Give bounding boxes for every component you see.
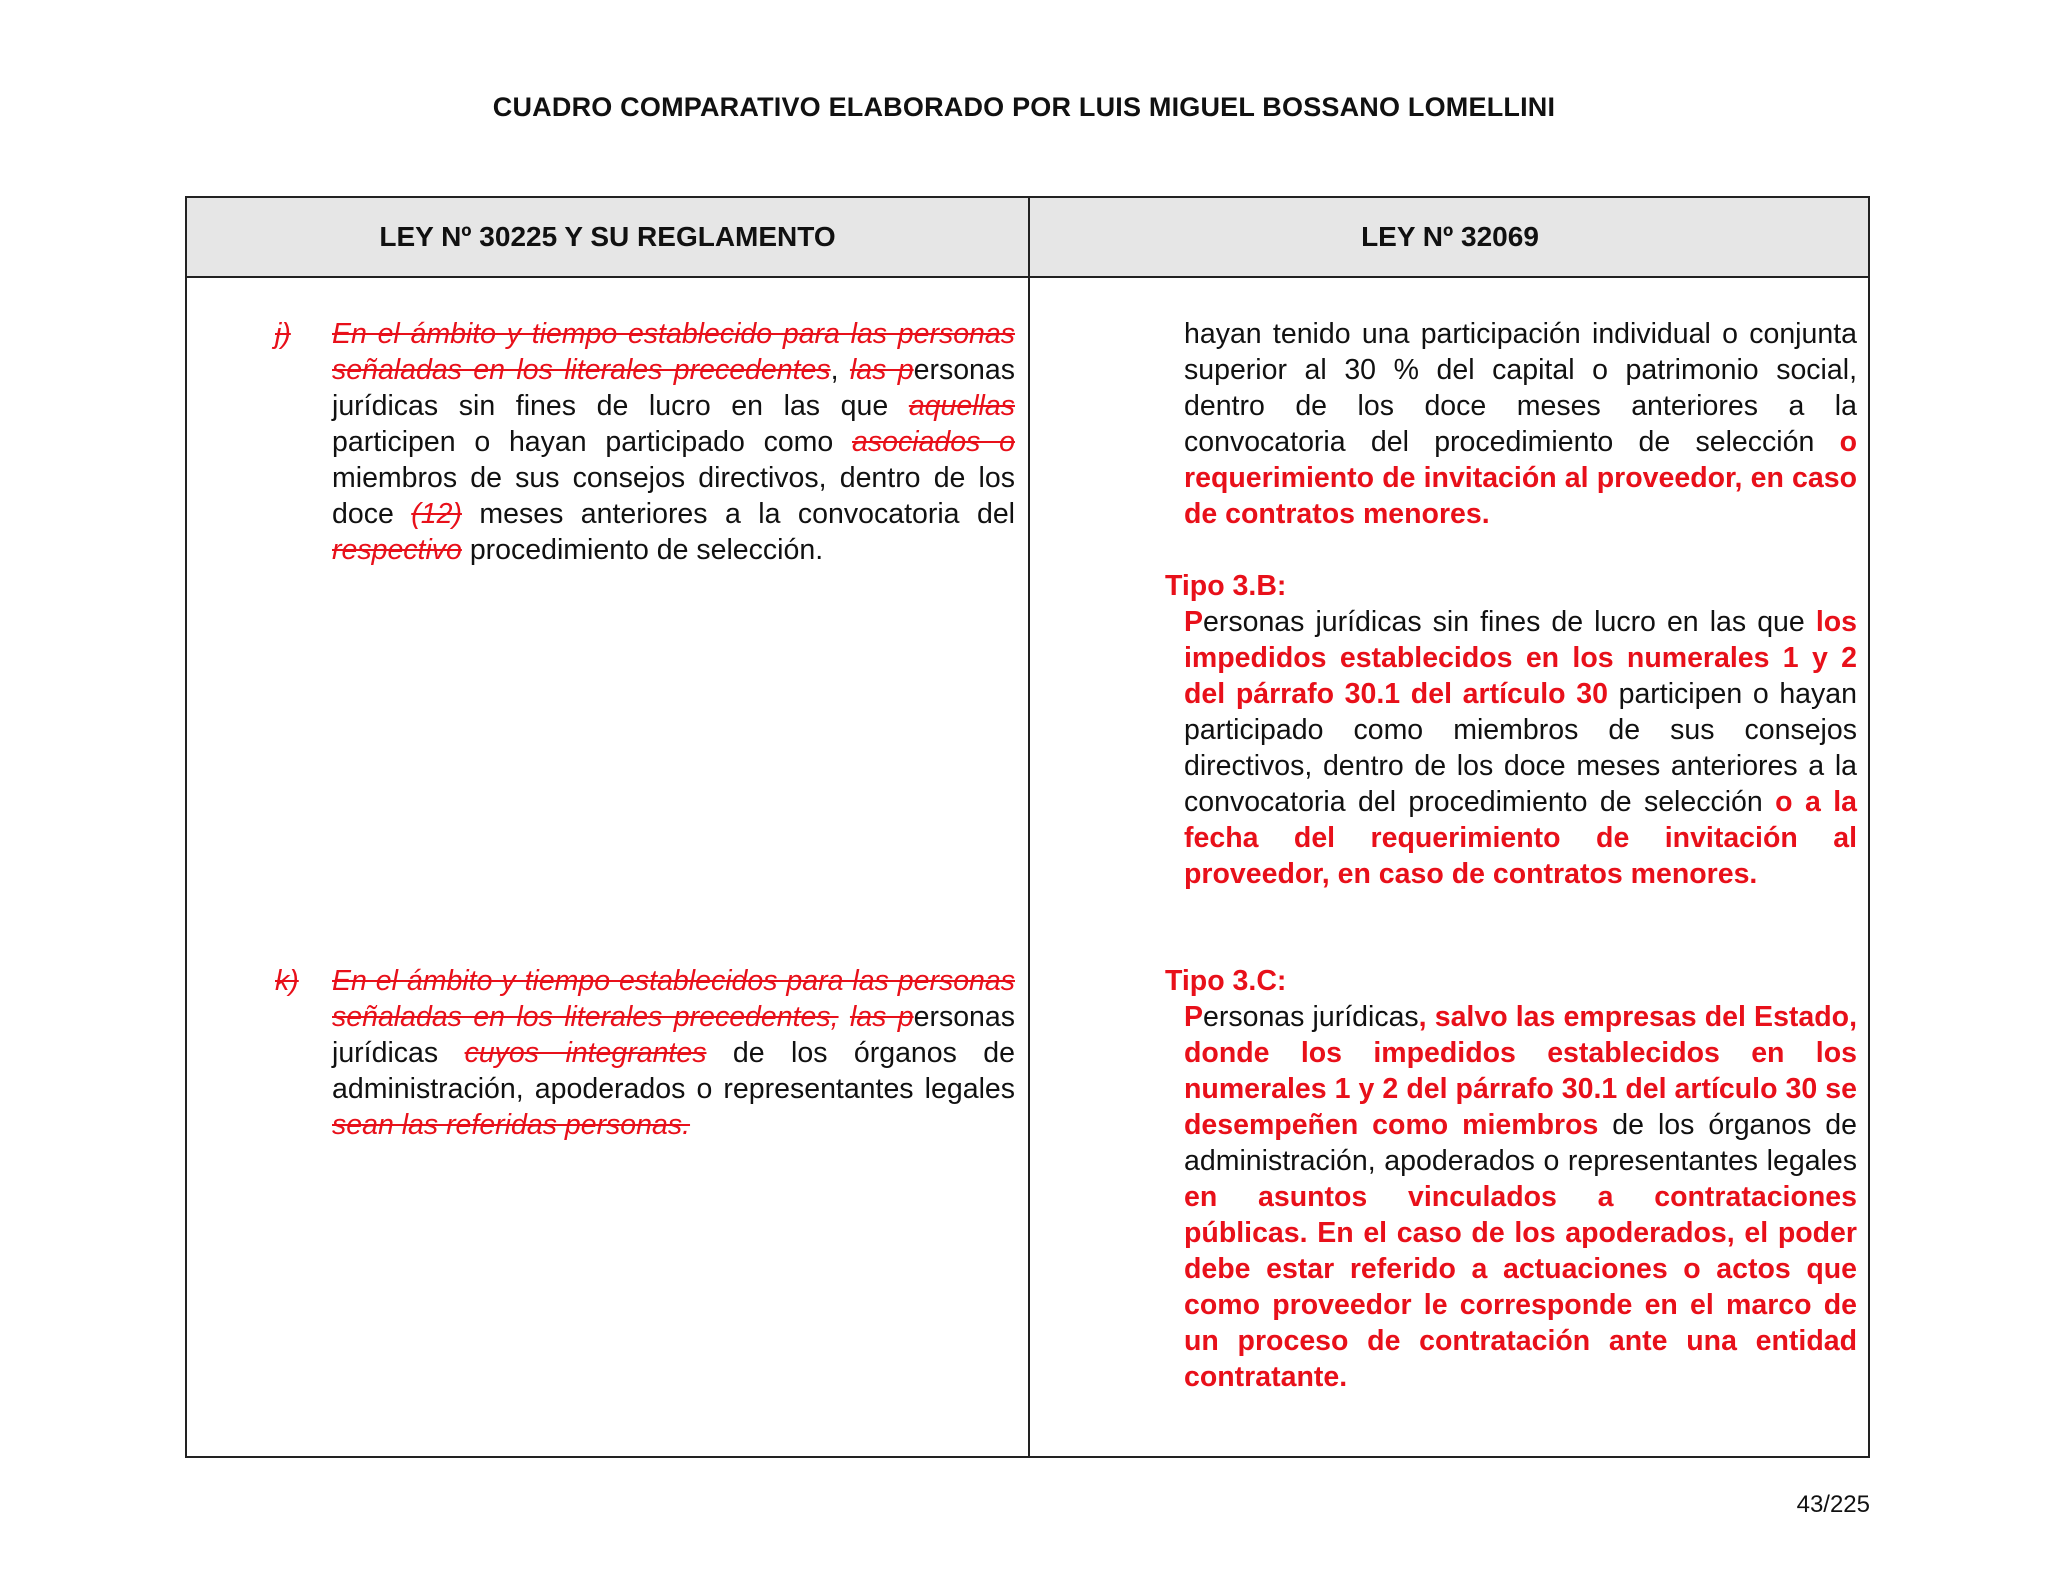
- item-k-text: [332, 963, 1015, 1143]
- text-segment: [839, 1001, 850, 1033]
- text-segment: ersonas jurídicas sin fines de lucro en las que: [1203, 606, 1816, 638]
- text-segment: meses anteriores a la convocatoria del: [461, 498, 1015, 530]
- deleted-text: En el ámbito y tiempo establecido para las personas señaladas en los literales precedentes: [332, 318, 1015, 386]
- item-j-marker: j): [275, 318, 291, 350]
- added-text: P: [1184, 606, 1204, 638]
- text-segment: ersonas jurídicas: [332, 1001, 1016, 1069]
- text-segment: participen o hayan participado como miembros de sus consejos directivos, dentro de los doce meses anteriores a la convocatoria del procedimiento de selección: [1184, 678, 1857, 818]
- added-text: , salvo las empresas del Estado, donde los impedidos establecidos en los numerales 1 y 2 del párrafo 30.1 del artículo 30 se desempeñen como miembros: [1184, 1001, 1857, 1141]
- text-segment: ersonas jurídicas: [1203, 1001, 1419, 1033]
- tipo-3b-heading: Tipo 3.B:: [1165, 570, 1287, 602]
- deleted-text: asociados o: [852, 426, 1015, 458]
- deleted-text: sean las referidas personas.: [332, 1109, 691, 1141]
- tipo-3c-text: [1184, 999, 1857, 1395]
- text-segment: miembros de sus consejos directivos, dentro de los doce: [332, 462, 1015, 530]
- deleted-text: En el ámbito y tiempo establecidos para las personas señaladas en los literales precedentes,: [332, 965, 1015, 1033]
- tipo-3b-text: [1184, 604, 1857, 892]
- text-segment: hayan tenido una participación individual o conjunta superior al 30 % del capital o patrimonio social, dentro de los doce meses anteriores a la convocatoria del procedimiento de selección: [1184, 318, 1857, 458]
- text-segment: ,: [830, 354, 850, 386]
- left-column-header: LEY Nº 30225 Y SU REGLAMENTO: [379, 221, 836, 252]
- added-text: P: [1184, 1001, 1204, 1033]
- item-j-text: [332, 316, 1015, 568]
- column-divider: [1028, 198, 1030, 1456]
- page-number: 43/225: [1796, 1491, 1870, 1518]
- text-segment: ersonas jurídicas sin fines de lucro en las que: [332, 354, 1016, 422]
- right-column-header: LEY Nº 32069: [1361, 221, 1539, 252]
- text-segment: procedimiento de selección.: [461, 534, 824, 566]
- deleted-text: cuyos integrantes: [464, 1037, 707, 1069]
- added-text: o requerimiento de invitación al proveedor, en caso de contratos menores.: [1184, 426, 1857, 530]
- document-title: CUADRO COMPARATIVO ELABORADO POR LUIS MIGUEL BOSSANO LOMELLINI: [492, 92, 1556, 122]
- item-k-marker: k): [275, 965, 299, 997]
- deleted-text: las p: [849, 354, 914, 386]
- added-text: en asuntos vinculados a contrataciones públicas. En el caso de los apoderados, el poder debe estar referido a actuaciones o actos que como proveedor le corresponde en el marco de un proceso de contratación ante una entidad contratante.: [1184, 1181, 1857, 1393]
- comparison-table: [185, 196, 1870, 1458]
- deleted-text: aquellas: [908, 390, 1015, 422]
- deleted-text: (12): [411, 498, 462, 530]
- added-text: o a la fecha del requerimiento de invitación al proveedor, en caso de contratos menores.: [1184, 786, 1858, 890]
- deleted-text: las p: [849, 1001, 914, 1033]
- tipo-3c-heading: Tipo 3.C:: [1165, 965, 1287, 997]
- text-segment: de los órganos de administración, apoderados o representantes legales: [1184, 1109, 1857, 1177]
- added-text: los impedidos establecidos en los numerales 1 y 2 del párrafo 30.1 del artículo 30: [1184, 606, 1857, 710]
- text-segment: de los órganos de administración, apoderados o representantes legales: [332, 1037, 1015, 1105]
- continuation-paragraph: [1184, 316, 1857, 532]
- text-segment: participen o hayan participado como: [332, 426, 853, 458]
- deleted-text: respectivo: [332, 534, 462, 566]
